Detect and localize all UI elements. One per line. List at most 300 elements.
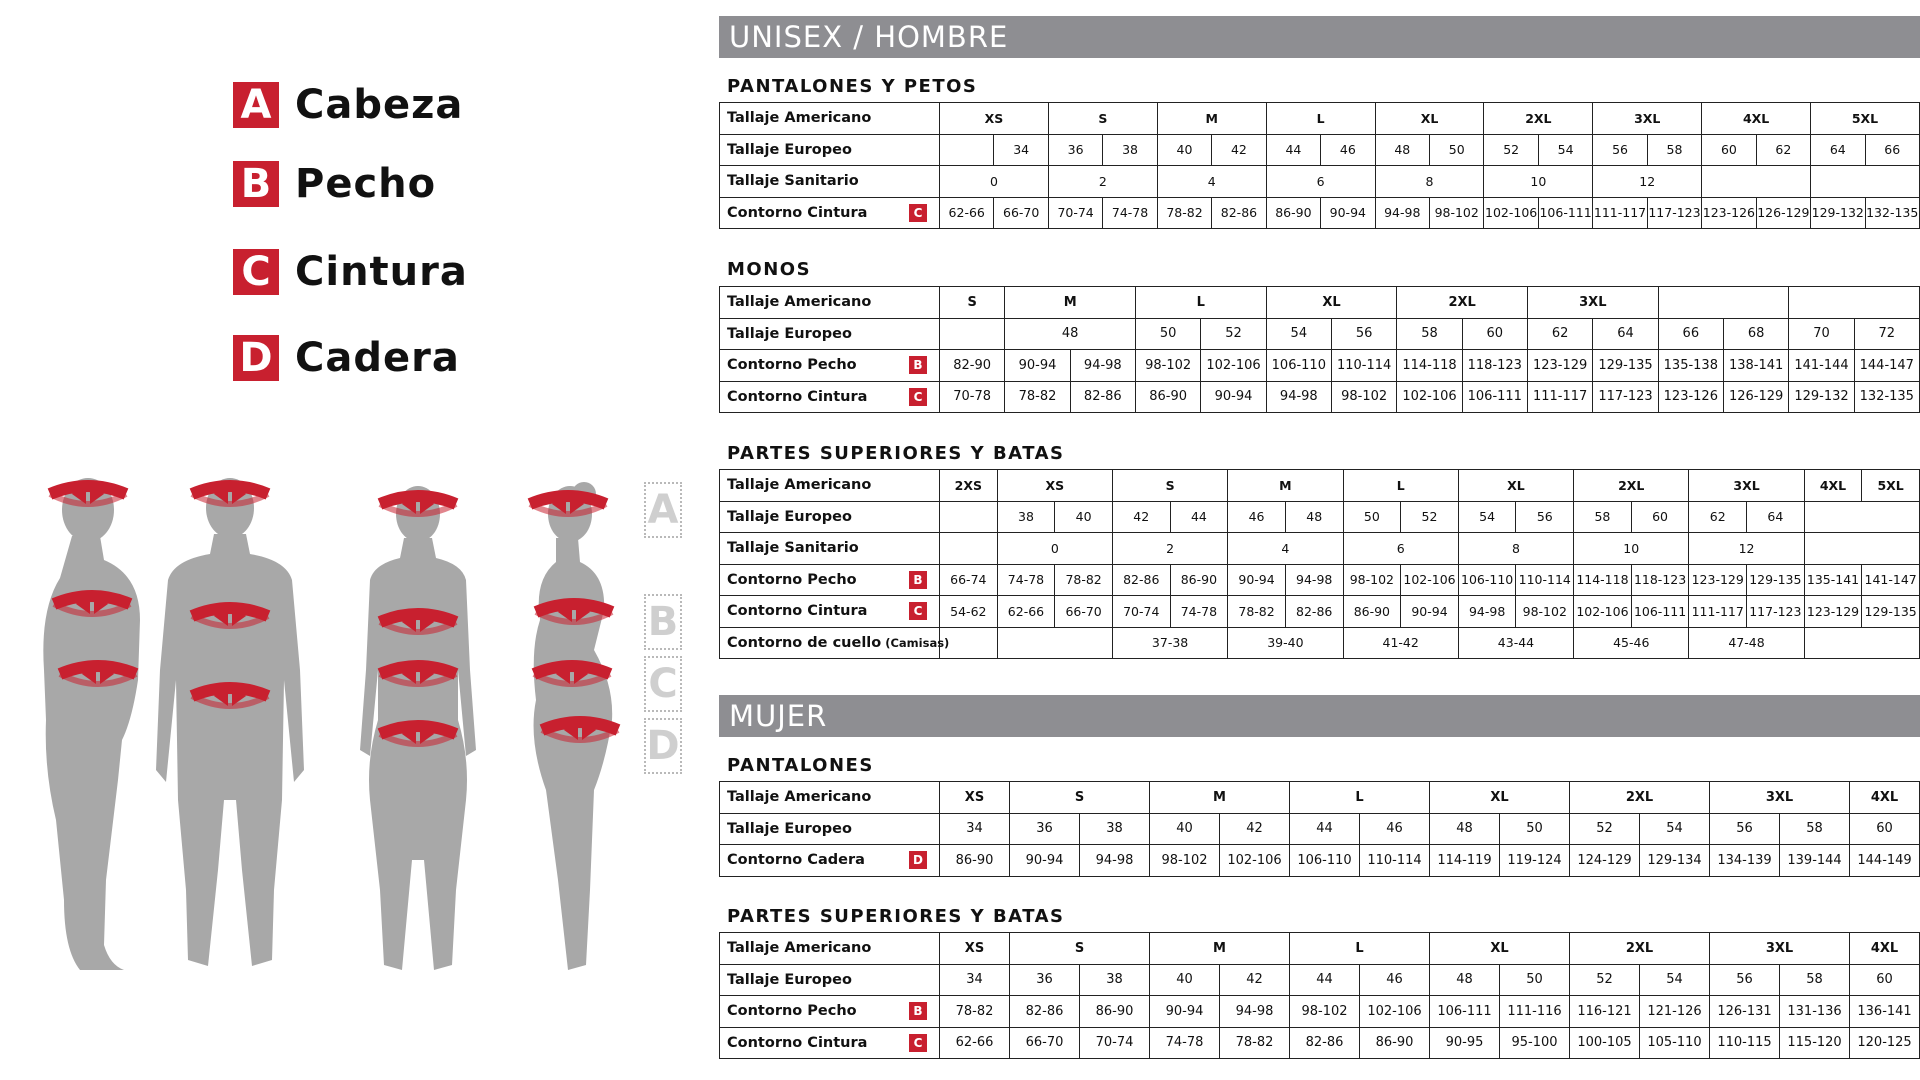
size-cell: 54 <box>1458 501 1516 533</box>
size-cell: 40 <box>1055 501 1113 533</box>
legend-item-chest <box>233 159 436 209</box>
row-label-text: Tallaje Sanitario <box>727 173 859 190</box>
size-cell: L <box>1290 782 1430 814</box>
size-cell: 106-111 <box>1462 381 1527 413</box>
table-title-mujer-pantalones: PANTALONES <box>727 755 874 776</box>
size-cell: 123-126 <box>1658 381 1723 413</box>
size-cell: 90-95 <box>1430 1027 1500 1059</box>
size-cell: 4XL <box>1702 103 1811 135</box>
legend-label-head: Cabeza <box>295 82 464 128</box>
size-cell: 129-132 <box>1811 197 1865 229</box>
size-cell: 66 <box>1658 318 1723 350</box>
measurement-badge: D <box>909 851 927 869</box>
size-cell: 58 <box>1397 318 1462 350</box>
size-cell: 74-78 <box>997 564 1055 596</box>
size-cell: 90-94 <box>1321 197 1375 229</box>
size-cell: 124-129 <box>1570 845 1640 877</box>
size-cell: 126-129 <box>1756 197 1810 229</box>
size-cell: 129-135 <box>1862 596 1920 628</box>
size-cell: 50 <box>1500 964 1570 996</box>
size-cell: 54 <box>1640 813 1710 845</box>
size-cell: 58 <box>1780 813 1850 845</box>
table-row <box>720 381 1920 413</box>
size-cell: M <box>1150 782 1290 814</box>
size-cell: 64 <box>1747 501 1805 533</box>
row-label <box>720 933 940 965</box>
table-title-partes-superiores: PARTES SUPERIORES Y BATAS <box>727 443 1065 464</box>
size-cell: 56 <box>1516 501 1574 533</box>
size-cell: 74-78 <box>1103 197 1157 229</box>
size-cell: 129-135 <box>1593 350 1658 382</box>
body-measurement-figures <box>0 470 690 1010</box>
row-label <box>720 996 940 1028</box>
size-cell: 39-40 <box>1228 627 1343 659</box>
size-cell: 138-141 <box>1723 350 1788 382</box>
section-banner-mujer: MUJER <box>719 695 1920 737</box>
row-label <box>720 103 940 135</box>
size-cell: 82-86 <box>1290 1027 1360 1059</box>
size-cell: XS <box>940 103 1049 135</box>
row-label-text: Contorno de cuello <box>727 634 882 651</box>
row-label-text: Contorno Cintura <box>727 603 868 620</box>
size-cell: 82-86 <box>1285 596 1343 628</box>
size-cell: 102-106 <box>1201 350 1266 382</box>
size-cell: 52 <box>1570 813 1640 845</box>
size-cell: 144-149 <box>1850 845 1920 877</box>
size-cell: 123-126 <box>1702 197 1756 229</box>
measurement-badge: C <box>909 1034 927 1052</box>
size-cell: S <box>1048 103 1157 135</box>
size-cell: 10 <box>1574 533 1689 565</box>
size-cell: 90-94 <box>1010 845 1080 877</box>
row-label <box>720 782 940 814</box>
row-label-text: Contorno Cintura <box>727 204 868 221</box>
size-cell: 38 <box>1080 964 1150 996</box>
size-cell: 90-94 <box>1401 596 1459 628</box>
size-cell: 58 <box>1647 134 1701 166</box>
size-cell: 117-123 <box>1647 197 1701 229</box>
size-cell: 119-124 <box>1500 845 1570 877</box>
size-cell: 56 <box>1710 964 1780 996</box>
size-cell: 82-86 <box>1212 197 1266 229</box>
size-cell: 48 <box>1285 501 1343 533</box>
size-cell: L <box>1343 470 1458 502</box>
row-label <box>720 813 940 845</box>
size-cell: 134-139 <box>1710 845 1780 877</box>
table-row <box>720 627 1920 659</box>
row-label-text: Tallaje Americano <box>727 477 872 494</box>
size-cell: 86-90 <box>1080 996 1150 1028</box>
measurement-badge: B <box>909 1002 927 1020</box>
size-cell: 62 <box>1527 318 1592 350</box>
measurement-badge: B <box>909 571 927 589</box>
size-cell: 42 <box>1112 501 1170 533</box>
size-cell: XS <box>997 470 1112 502</box>
row-label <box>720 287 940 319</box>
size-cell: 132-135 <box>1865 197 1919 229</box>
size-cell: 3XL <box>1689 470 1804 502</box>
size-cell: 37-38 <box>1112 627 1227 659</box>
legend-item-head <box>233 80 463 130</box>
size-cell: 86-90 <box>940 845 1010 877</box>
size-cell: 78-82 <box>1220 1027 1290 1059</box>
size-cell: 106-111 <box>1631 596 1689 628</box>
size-cell: 82-86 <box>1070 381 1135 413</box>
size-cell: 102-106 <box>1401 564 1459 596</box>
size-cell: 82-86 <box>1112 564 1170 596</box>
size-cell: 2 <box>1048 166 1157 198</box>
size-cell: 48 <box>1375 134 1429 166</box>
zone-marker-c: C <box>644 656 682 712</box>
size-cell: 126-129 <box>1723 381 1788 413</box>
size-cell: 70-74 <box>1080 1027 1150 1059</box>
size-cell: 42 <box>1220 964 1290 996</box>
size-cell: 8 <box>1375 166 1484 198</box>
size-cell: 34 <box>940 964 1010 996</box>
size-cell: 62-66 <box>997 596 1055 628</box>
size-cell: 78-82 <box>1005 381 1070 413</box>
size-cell: 135-141 <box>1804 564 1862 596</box>
size-cell: 74-78 <box>1170 596 1228 628</box>
size-cell: 43-44 <box>1458 627 1573 659</box>
legend-label-chest: Pecho <box>295 161 437 207</box>
table-mujer-pantalones <box>719 781 1920 877</box>
size-cell: 116-121 <box>1570 996 1640 1028</box>
size-cell: 106-111 <box>1538 197 1592 229</box>
size-cell: 144-147 <box>1854 350 1919 382</box>
size-cell: 38 <box>1080 813 1150 845</box>
size-cell: 95-100 <box>1500 1027 1570 1059</box>
size-cell: 126-131 <box>1710 996 1780 1028</box>
size-cell: 45-46 <box>1574 627 1689 659</box>
size-cell: 102-106 <box>1360 996 1430 1028</box>
row-label <box>720 1027 940 1059</box>
row-label-text: Tallaje Americano <box>727 789 872 806</box>
size-cell: 100-105 <box>1570 1027 1640 1059</box>
legend-badge-c: C <box>233 249 279 295</box>
size-cell: 70-74 <box>1112 596 1170 628</box>
size-cell: 50 <box>1429 134 1483 166</box>
size-cell: 50 <box>1343 501 1401 533</box>
table-row <box>720 287 1920 319</box>
size-cell: 48 <box>1430 964 1500 996</box>
size-cell: 86-90 <box>1266 197 1320 229</box>
size-cell: 132-135 <box>1854 381 1919 413</box>
size-cell: 52 <box>1201 318 1266 350</box>
size-cell: 115-120 <box>1780 1027 1850 1059</box>
zone-marker-b: B <box>644 594 682 650</box>
size-cell: 117-123 <box>1747 596 1805 628</box>
size-cell <box>940 533 998 565</box>
table-row <box>720 782 1920 814</box>
size-cell: 62-66 <box>940 197 994 229</box>
size-cell <box>997 627 1112 659</box>
table-row <box>720 533 1920 565</box>
size-cell: 102-106 <box>1220 845 1290 877</box>
table-row <box>720 813 1920 845</box>
size-cell: 118-123 <box>1462 350 1527 382</box>
table-row <box>720 964 1920 996</box>
size-cell: 66 <box>1865 134 1919 166</box>
size-cell: 86-90 <box>1135 381 1200 413</box>
row-label-text: Tallaje Americano <box>727 110 872 127</box>
legend-label-hips: Cadera <box>295 335 460 381</box>
size-cell: 52 <box>1484 134 1538 166</box>
table-unisex-pantalones <box>719 102 1920 229</box>
size-cell: 121-126 <box>1640 996 1710 1028</box>
table-title-mujer-partes: PARTES SUPERIORES Y BATAS <box>727 906 1065 927</box>
size-cell: 44 <box>1170 501 1228 533</box>
row-label <box>720 533 940 565</box>
row-label <box>720 381 940 413</box>
section-banner-unisex: UNISEX / HOMBRE <box>719 16 1920 58</box>
size-cell: 66-70 <box>1055 596 1113 628</box>
size-cell: 118-123 <box>1631 564 1689 596</box>
size-cell: 44 <box>1290 813 1360 845</box>
size-cell: 64 <box>1593 318 1658 350</box>
table-row <box>720 996 1920 1028</box>
size-cell: XS <box>940 782 1010 814</box>
table-mujer-partes-superiores <box>719 932 1920 1059</box>
table-row <box>720 845 1920 877</box>
size-cell: L <box>1135 287 1266 319</box>
size-cell: 4XL <box>1850 782 1920 814</box>
size-cell: M <box>1157 103 1266 135</box>
size-cell: 66-70 <box>1010 1027 1080 1059</box>
size-cell: 141-144 <box>1789 350 1854 382</box>
size-cell: 66-74 <box>940 564 998 596</box>
size-cell: 38 <box>997 501 1055 533</box>
size-cell: 110-115 <box>1710 1027 1780 1059</box>
size-cell: 129-132 <box>1789 381 1854 413</box>
size-cell: 3XL <box>1710 933 1850 965</box>
table-title-monos: MONOS <box>727 259 812 280</box>
size-cell: 66-70 <box>994 197 1048 229</box>
size-cell: 58 <box>1574 501 1632 533</box>
row-label <box>720 134 940 166</box>
size-cell: 90-94 <box>1150 996 1220 1028</box>
size-cell: 98-102 <box>1135 350 1200 382</box>
row-label <box>720 627 950 659</box>
size-cell: 60 <box>1850 964 1920 996</box>
table-row <box>720 134 1920 166</box>
size-cell: 2XL <box>1574 470 1689 502</box>
size-cell: 56 <box>1331 318 1396 350</box>
size-cell: 46 <box>1228 501 1286 533</box>
size-cell <box>1789 287 1920 319</box>
size-cell: 141-147 <box>1862 564 1920 596</box>
size-cell: 106-110 <box>1290 845 1360 877</box>
size-cell: 44 <box>1266 134 1320 166</box>
row-label <box>720 596 940 628</box>
size-cell: 86-90 <box>1360 1027 1430 1059</box>
table-row <box>720 501 1920 533</box>
size-cell: 3XL <box>1710 782 1850 814</box>
size-cell: S <box>1112 470 1227 502</box>
size-cell: 111-117 <box>1527 381 1592 413</box>
size-cell: 54 <box>1266 318 1331 350</box>
size-cell: 90-94 <box>1201 381 1266 413</box>
row-label-text: Tallaje Europeo <box>727 971 852 988</box>
size-cell: 86-90 <box>1343 596 1401 628</box>
size-cell: 2XL <box>1570 782 1710 814</box>
size-cell: 52 <box>1570 964 1640 996</box>
size-cell <box>1804 627 1919 659</box>
size-cell <box>1811 166 1920 198</box>
size-cell: XL <box>1266 287 1397 319</box>
size-cell: 8 <box>1458 533 1573 565</box>
size-cell: 102-106 <box>1574 596 1632 628</box>
size-cell: 2XL <box>1484 103 1593 135</box>
size-cell: 4 <box>1157 166 1266 198</box>
size-cell: 111-117 <box>1689 596 1747 628</box>
size-cell: 0 <box>997 533 1112 565</box>
size-cell: 98-102 <box>1516 596 1574 628</box>
size-cell: 4XL <box>1850 933 1920 965</box>
size-cell: 60 <box>1631 501 1689 533</box>
measurement-badge: C <box>909 204 927 222</box>
table-row <box>720 596 1920 628</box>
row-label-text: Contorno Cintura <box>727 1034 868 1051</box>
legend-label-waist: Cintura <box>295 249 468 295</box>
row-label <box>720 964 940 996</box>
size-cell: 34 <box>994 134 1048 166</box>
size-cell: 129-135 <box>1747 564 1805 596</box>
size-cell: 110-114 <box>1516 564 1574 596</box>
size-cell: 70-74 <box>1048 197 1102 229</box>
row-label <box>720 318 940 350</box>
size-cell: 86-90 <box>1170 564 1228 596</box>
size-cell: L <box>1290 933 1430 965</box>
size-cell: 94-98 <box>1220 996 1290 1028</box>
size-cell: 110-114 <box>1331 350 1396 382</box>
legend-badge-d: D <box>233 335 279 381</box>
table-row <box>720 1027 1920 1059</box>
size-cell: 12 <box>1689 533 1804 565</box>
size-cell: 135-138 <box>1658 350 1723 382</box>
table-unisex-monos <box>719 286 1920 413</box>
row-label-text: Tallaje Sanitario <box>727 540 859 557</box>
size-cell: 131-136 <box>1780 996 1850 1028</box>
size-cell: XL <box>1430 933 1570 965</box>
size-cell <box>940 318 1005 350</box>
size-cell: 136-141 <box>1850 996 1920 1028</box>
size-cell: 4XL <box>1804 470 1862 502</box>
size-cell: 46 <box>1360 813 1430 845</box>
size-cell: 6 <box>1343 533 1458 565</box>
figure-man-side <box>43 478 140 970</box>
size-cell: 2 <box>1112 533 1227 565</box>
size-cell: 36 <box>1010 964 1080 996</box>
size-cell: 54 <box>1538 134 1592 166</box>
size-cell: 5XL <box>1862 470 1920 502</box>
size-cell: 70 <box>1789 318 1854 350</box>
size-cell: XS <box>940 933 1010 965</box>
measurement-badge: C <box>909 602 927 620</box>
size-cell: 98-102 <box>1429 197 1483 229</box>
size-cell: 40 <box>1150 964 1220 996</box>
size-cell: 106-110 <box>1266 350 1331 382</box>
size-cell: S <box>1010 933 1150 965</box>
table-row <box>720 318 1920 350</box>
size-cell: 41-42 <box>1343 627 1458 659</box>
size-cell: 2XL <box>1397 287 1528 319</box>
row-label-text: Tallaje Americano <box>727 294 872 311</box>
row-label-text: Contorno Cadera <box>727 852 865 869</box>
size-cell: 98-102 <box>1290 996 1360 1028</box>
size-cell: 36 <box>1048 134 1102 166</box>
size-cell: 46 <box>1360 964 1430 996</box>
table-row <box>720 103 1920 135</box>
size-cell: 12 <box>1593 166 1702 198</box>
size-cell: 62 <box>1689 501 1747 533</box>
size-cell <box>1658 287 1789 319</box>
row-label-text: Contorno Cintura <box>727 388 868 405</box>
size-cell: 111-117 <box>1593 197 1647 229</box>
size-cell: 102-106 <box>1397 381 1462 413</box>
size-cell: 74-78 <box>1150 1027 1220 1059</box>
size-cell: 94-98 <box>1285 564 1343 596</box>
row-label-text: Contorno Pecho <box>727 357 857 374</box>
row-label-text: Contorno Pecho <box>727 1003 857 1020</box>
size-cell: 48 <box>1430 813 1500 845</box>
row-label-text: Contorno Pecho <box>727 571 857 588</box>
row-label <box>720 470 940 502</box>
row-label <box>720 166 940 198</box>
size-cell: 60 <box>1462 318 1527 350</box>
size-cell: M <box>1150 933 1290 965</box>
row-label <box>720 501 940 533</box>
size-cell: 2XS <box>940 470 998 502</box>
row-label-text: Tallaje Europeo <box>727 508 852 525</box>
zone-marker-d: D <box>644 718 682 774</box>
size-cell: 5XL <box>1811 103 1920 135</box>
legend-item-hips <box>233 333 460 383</box>
size-cell: 4 <box>1228 533 1343 565</box>
legend-badge-a: A <box>233 82 279 128</box>
size-cell: 3XL <box>1527 287 1658 319</box>
size-cell: 50 <box>1500 813 1570 845</box>
size-cell: 90-94 <box>1005 350 1070 382</box>
size-cell: 114-118 <box>1574 564 1632 596</box>
size-cell: 46 <box>1321 134 1375 166</box>
size-cell: 64 <box>1811 134 1865 166</box>
table-row <box>720 197 1920 229</box>
size-cell: 106-111 <box>1430 996 1500 1028</box>
size-cell: 58 <box>1780 964 1850 996</box>
size-cell: 111-116 <box>1500 996 1570 1028</box>
size-cell: 129-134 <box>1640 845 1710 877</box>
size-cell: 0 <box>940 166 1049 198</box>
measurement-badge: C <box>909 388 927 406</box>
row-label-text: Tallaje Europeo <box>727 820 852 837</box>
row-label-text: Tallaje Europeo <box>727 325 852 342</box>
table-row <box>720 470 1920 502</box>
size-cell: 10 <box>1484 166 1593 198</box>
size-cell: 48 <box>1005 318 1136 350</box>
size-cell: 56 <box>1710 813 1780 845</box>
size-cell: 90-94 <box>1228 564 1286 596</box>
size-cell <box>940 134 994 166</box>
row-label <box>720 197 940 229</box>
table-unisex-partes-superiores <box>719 469 1920 659</box>
size-cell: 3XL <box>1593 103 1702 135</box>
size-cell: 60 <box>1702 134 1756 166</box>
size-cell: 117-123 <box>1593 381 1658 413</box>
size-cell: 40 <box>1157 134 1211 166</box>
size-cell: 2XL <box>1570 933 1710 965</box>
size-cell: 72 <box>1854 318 1919 350</box>
